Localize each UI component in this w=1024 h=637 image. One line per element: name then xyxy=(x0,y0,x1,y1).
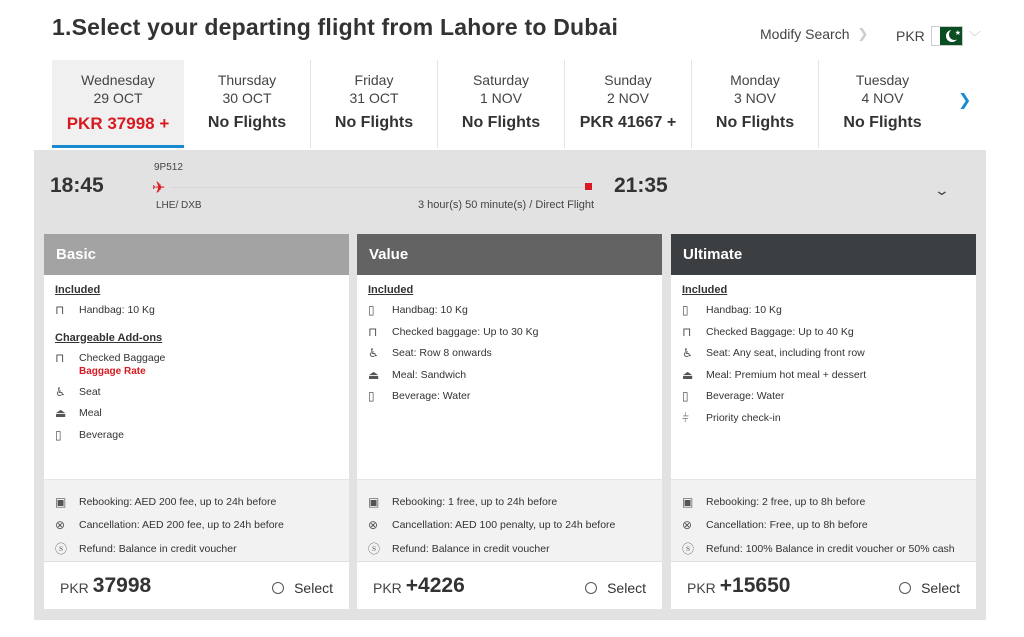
feature-text: Checked baggage: Up to 30 Kg xyxy=(392,325,539,338)
pakistan-flag-icon: ★ xyxy=(931,26,963,46)
seat-icon: ♿ xyxy=(682,346,693,360)
suitcase-icon: ⊓ xyxy=(368,324,378,339)
arrow-right-icon[interactable]: ❯ xyxy=(958,92,972,109)
date-price: No Flights xyxy=(461,114,541,131)
fare-name: Ultimate xyxy=(671,234,976,275)
rebooking-text: Rebooking: 1 free, up to 24h before xyxy=(392,495,558,508)
feature-text: Handbag: 10 Kg xyxy=(706,304,782,316)
date-tab-saturday[interactable] xyxy=(438,60,565,148)
date-date: 3 NOV xyxy=(733,90,776,106)
cancel-icon: ⊗ xyxy=(55,518,66,533)
rebooking-text: Rebooking: 2 free, up to 8h before xyxy=(706,495,866,508)
fare-card-value xyxy=(357,234,662,609)
chevron-down-icon: ﹀ xyxy=(968,29,981,44)
price-currency: PKR xyxy=(60,579,89,596)
price-currency: PKR xyxy=(687,579,716,596)
date-price: No Flights xyxy=(334,114,414,131)
flight-duration: 3 hour(s) 50 minute(s) / Direct Flight xyxy=(418,199,595,211)
origin-city: Lahore xyxy=(440,14,518,40)
select-ultimate-button[interactable] xyxy=(899,580,960,596)
date-day: Wednesday xyxy=(81,72,155,88)
calendar-icon: ▣ xyxy=(55,494,67,509)
priority-icon: ⫩ xyxy=(682,410,689,425)
calendar-icon: ▣ xyxy=(682,494,694,509)
fare-price: 37998 xyxy=(92,573,152,597)
bottle-icon: ▯ xyxy=(55,427,62,442)
arrival-time: 21:35 xyxy=(614,174,668,197)
included-title: Included xyxy=(55,284,101,296)
airport-codes: LHE/ DXB xyxy=(156,200,202,211)
feature-text: Handbag: 10 Kg xyxy=(392,304,468,316)
flight-summary[interactable] xyxy=(34,150,986,220)
date-date: 2 NOV xyxy=(606,90,649,106)
baggage-rate-link[interactable]: Baggage Rate xyxy=(79,365,146,377)
fare-card-ultimate xyxy=(671,234,976,609)
page-title xyxy=(52,14,618,41)
cancellation-text: Cancellation: Free, up to 8h before xyxy=(706,519,868,532)
included-title: Included xyxy=(368,284,414,296)
feature-text: Handbag: 10 Kg xyxy=(79,304,155,316)
select-value-button[interactable] xyxy=(585,580,646,596)
flight-panel xyxy=(34,150,986,620)
feature-text: Checked Baggage xyxy=(79,351,166,364)
date-date: 4 NOV xyxy=(861,90,904,106)
title-prefix: 1.Select your departing flight from xyxy=(52,14,434,40)
select-label: Select xyxy=(921,580,960,596)
route-line xyxy=(172,187,588,188)
date-price: PKR 37998 + xyxy=(66,114,170,133)
date-price: No Flights xyxy=(207,114,287,131)
date-day: Friday xyxy=(354,72,394,88)
radio-icon[interactable] xyxy=(272,582,284,594)
cancel-icon: ⊗ xyxy=(368,518,379,533)
refund-icon: ⓢ xyxy=(55,542,68,557)
refund-icon: ⓢ xyxy=(368,542,381,557)
select-label: Select xyxy=(294,580,333,596)
departure-time: 18:45 xyxy=(50,174,104,197)
feature-text: Checked Baggage: Up to 40 Kg xyxy=(706,325,854,338)
plane-icon: ✈ xyxy=(152,180,166,197)
price-currency: PKR xyxy=(373,579,402,596)
date-tab-monday[interactable] xyxy=(692,60,819,148)
radio-icon[interactable] xyxy=(585,582,597,594)
refund-text: Refund: Balance in credit voucher xyxy=(392,542,550,555)
feature-text: Meal xyxy=(79,407,102,419)
handbag-icon: ▯ xyxy=(368,303,375,317)
meal-icon: ⏏ xyxy=(682,367,694,382)
cancel-icon: ⊗ xyxy=(682,518,693,533)
cancellation-text: Cancellation: AED 200 fee, up to 24h before xyxy=(79,519,284,532)
date-tab-tuesday[interactable] xyxy=(819,60,946,148)
feature-text: Meal: Sandwich xyxy=(392,368,467,381)
refund-icon: ⓢ xyxy=(682,542,695,557)
fare-name: Basic xyxy=(44,234,349,275)
route-end-marker xyxy=(585,183,592,190)
date-date: 31 OCT xyxy=(349,90,399,106)
feature-text: Beverage: Water xyxy=(706,390,785,402)
date-selector xyxy=(52,60,952,148)
date-price: PKR 41667 + xyxy=(579,114,677,131)
feature-text: Priority check-in xyxy=(706,411,781,424)
meal-icon: ⏏ xyxy=(368,367,380,382)
destination-city: Dubai xyxy=(553,14,619,40)
seat-icon: ♿ xyxy=(55,384,66,399)
date-price: No Flights xyxy=(715,114,795,131)
date-tab-thursday[interactable] xyxy=(184,60,311,148)
date-date: 30 OCT xyxy=(222,90,272,106)
title-to: to xyxy=(524,14,547,40)
addons-title: Chargeable Add-ons xyxy=(55,331,163,344)
fare-price: +4226 xyxy=(405,573,465,597)
meal-icon: ⏏ xyxy=(55,406,67,420)
chevron-down-icon[interactable]: ⌄ xyxy=(933,182,951,198)
calendar-icon: ▣ xyxy=(368,494,380,509)
rebooking-text: Rebooking: AED 200 fee, up to 24h before xyxy=(79,495,277,508)
feature-text: Meal: Premium hot meal + dessert xyxy=(706,368,867,381)
flight-number: 9P512 xyxy=(154,162,183,173)
fare-price: +15650 xyxy=(719,573,791,597)
select-basic-button[interactable] xyxy=(272,580,333,596)
currency-label: PKR xyxy=(896,28,925,44)
date-day: Saturday xyxy=(472,72,530,88)
date-day: Monday xyxy=(730,72,780,88)
refund-text: Refund: Balance in credit voucher xyxy=(79,542,237,555)
date-day: Tuesday xyxy=(855,72,910,88)
date-tab-friday[interactable] xyxy=(311,60,438,148)
suitcase-icon: ⊓ xyxy=(55,350,65,365)
bottle-icon: ▯ xyxy=(368,389,375,403)
date-day: Thursday xyxy=(217,72,277,88)
date-date: 1 NOV xyxy=(479,90,522,106)
date-tab-wednesday[interactable] xyxy=(52,60,184,148)
suitcase-icon: ⊓ xyxy=(682,324,692,339)
feature-text: Seat xyxy=(79,385,101,398)
chevron-right-icon: ❯ xyxy=(857,26,869,41)
fare-name: Value xyxy=(357,234,662,275)
handbag-icon: ▯ xyxy=(682,303,689,317)
currency-selector[interactable] xyxy=(896,26,981,46)
radio-icon[interactable] xyxy=(899,582,911,594)
feature-text: Beverage xyxy=(79,428,124,441)
select-label: Select xyxy=(607,580,646,596)
date-price: No Flights xyxy=(843,114,922,131)
seat-icon: ♿ xyxy=(368,346,379,360)
feature-text: Seat: Any seat, including front row xyxy=(706,347,865,359)
bottle-icon: ▯ xyxy=(682,389,689,403)
refund-text: Refund: 100% Balance in credit voucher or 50% cash xyxy=(706,542,955,555)
date-day: Sunday xyxy=(604,72,652,88)
feature-text: Beverage: Water xyxy=(392,390,471,402)
fare-card-basic xyxy=(44,234,349,609)
cancellation-text: Cancellation: AED 100 penalty, up to 24h before xyxy=(392,519,616,532)
modify-search-label: Modify Search xyxy=(760,26,850,42)
included-title: Included xyxy=(682,284,728,296)
feature-text: Seat: Row 8 onwards xyxy=(392,347,492,359)
date-tab-sunday[interactable] xyxy=(565,60,692,148)
handbag-icon: ⊓ xyxy=(55,303,65,317)
modify-search-link[interactable] xyxy=(760,26,868,42)
date-date: 29 OCT xyxy=(93,90,143,106)
